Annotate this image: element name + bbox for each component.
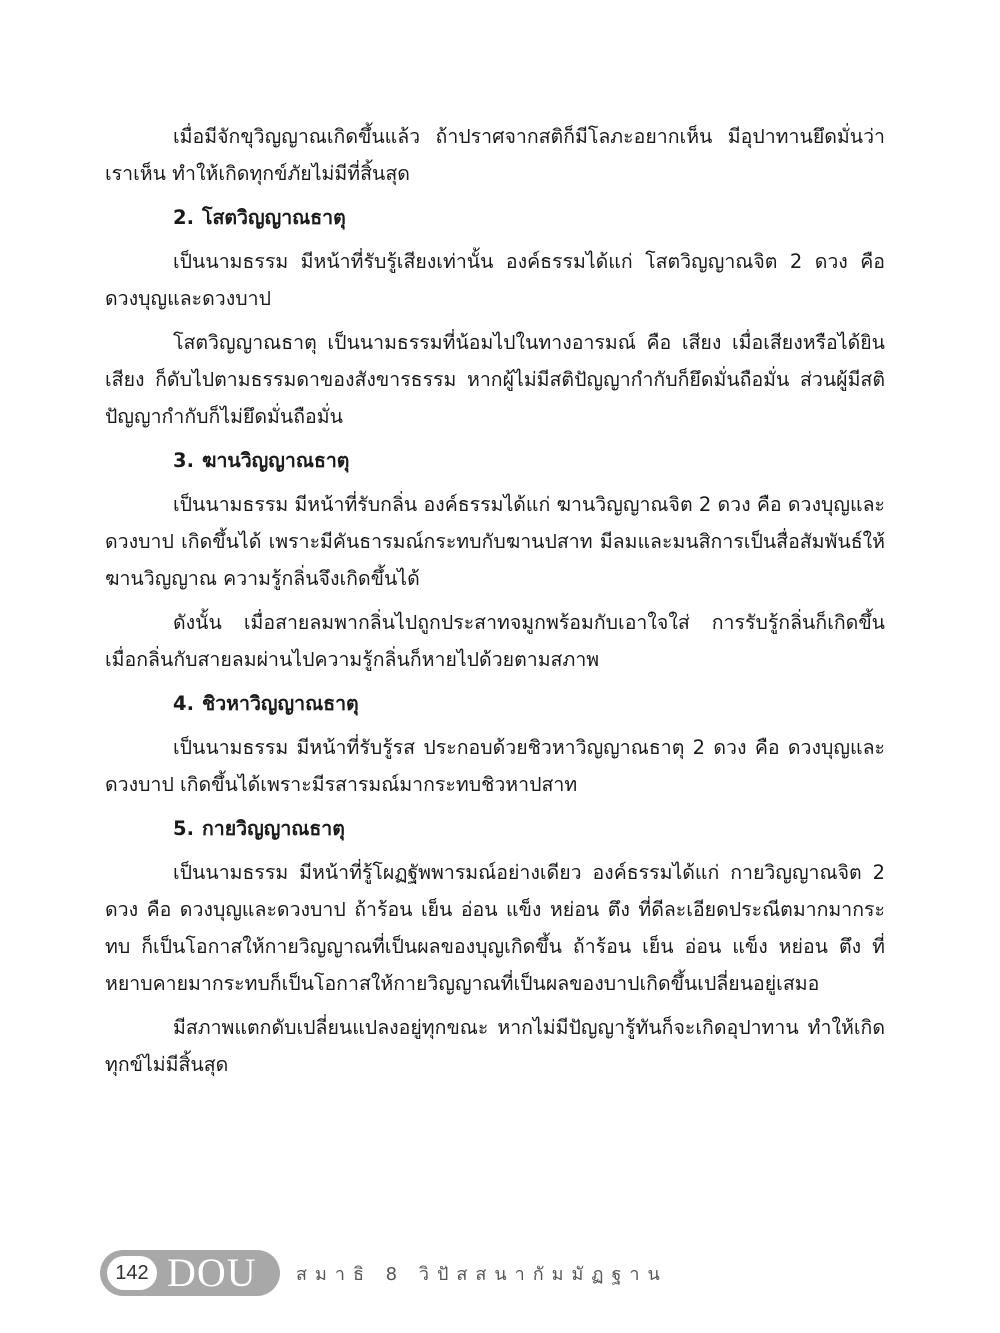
paragraph: เป็นนามธรรม มีหน้าที่รับรู้เสียงเท่านั้น องค์ธรรมได้แก่ โสตวิญญาณจิต 2 ดวง คือ ดวงบุญและดวงบาป [105,250,885,310]
page-footer [100,1248,668,1298]
book-title: สมาธิ 8 วิปัสสนากัมมัฏฐาน [296,1263,668,1285]
section-number: 5. [173,817,194,840]
section-title: ชิวหาวิญญาณธาตุ [201,692,359,715]
section-heading-2 [173,199,885,236]
brand-logo-text: DOU [167,1250,257,1295]
section-heading-5 [173,810,885,847]
paragraph: เป็นนามธรรม มีหน้าที่รู้โผฏฐัพพารมณ์อย่างเดียว องค์ธรรมได้แก่ กายวิญญาณจิต 2 ดวง คือ ดวงบุญและดวงบาป ถ้าร้อน เย็น อ่อน แข็ง หย่อน ตึง ที่ดีละเอียดประณีตมากมากระทบ ก็เป็นโอกาสให้กายวิญญาณที่เป็นผลของบุญเกิดขึ้น ถ้าร้อน เย็น อ่อน แข็ง หย่อน ตึง ที่หยาบคายมากระทบก็เป็นโอกาสให้กายวิญญาณที่เป็นผลของบาปเกิดขึ้นเปลี่ยนอยู่เสมอ [105,861,885,995]
section-number: 2. [173,206,194,229]
section-heading-4 [173,685,885,722]
section-title: ฆานวิญญาณธาตุ [201,449,350,472]
footer-badge [100,1250,280,1296]
section-number: 4. [173,692,194,715]
section-number: 3. [173,449,194,472]
paragraph: เมื่อมีจักขุวิญญาณเกิดขึ้นแล้ว ถ้าปราศจากสติก็มีโลภะอยากเห็น มีอุปาทานยึดมั่นว่าเราเห็น ทำให้เกิดทุกข์ภัยไม่มีที่สิ้นสุด [105,125,885,185]
section-title: โสตวิญญาณธาตุ [201,206,346,229]
document-body [105,118,885,1090]
paragraph: โสตวิญญาณธาตุ เป็นนามธรรมที่น้อมไปในทางอารมณ์ คือ เสียง เมื่อเสียงหรือได้ยินเสียง ก็ดับไปตามธรรมดาของสังขารธรรม หากผู้ไม่มีสติปัญญากำกับก็ยึดมั่นถือมั่น ส่วนผู้มีสติปัญญากำกับก็ไม่ยึดมั่นถือมั่น [105,331,885,428]
paragraph: ดังนั้น เมื่อสายลมพากลิ่นไปถูกประสาทจมูกพร้อมกับเอาใจใส่ การรับรู้กลิ่นก็เกิดขึ้น เมื่อกลิ่นกับสายลมผ่านไปความรู้กลิ่นก็หายไปด้วยตามสภาพ [105,611,885,671]
paragraph: เป็นนามธรรม มีหน้าที่รับรู้รส ประกอบด้วยชิวหาวิญญาณธาตุ 2 ดวง คือ ดวงบุญและดวงบาป เกิดขึ้นได้เพราะมีรสารมณ์มากระทบชิวหาปสาท [105,736,885,796]
paragraph: มีสภาพแตกดับเปลี่ยนแปลงอยู่ทุกขณะ หากไม่มีปัญญารู้ทันก็จะเกิดอุปาทาน ทำให้เกิดทุกข์ไม่มีสิ้นสุด [105,1016,885,1076]
section-title: กายวิญญาณธาตุ [201,817,345,840]
paragraph: เป็นนามธรรม มีหน้าที่รับกลิ่น องค์ธรรมได้แก่ ฆานวิญญาณจิต 2 ดวง คือ ดวงบุญและดวงบาป เกิดขึ้นได้ เพราะมีคันธารมณ์กระทบกับฆานปสาท มีลมและมนสิการเป็นสื่อสัมพันธ์ให้ฆานวิญญาณ ความรู้กลิ่นจึงเกิดขึ้นได้ [105,493,885,590]
page-number: 142 [107,1256,157,1290]
section-heading-3 [173,442,885,479]
